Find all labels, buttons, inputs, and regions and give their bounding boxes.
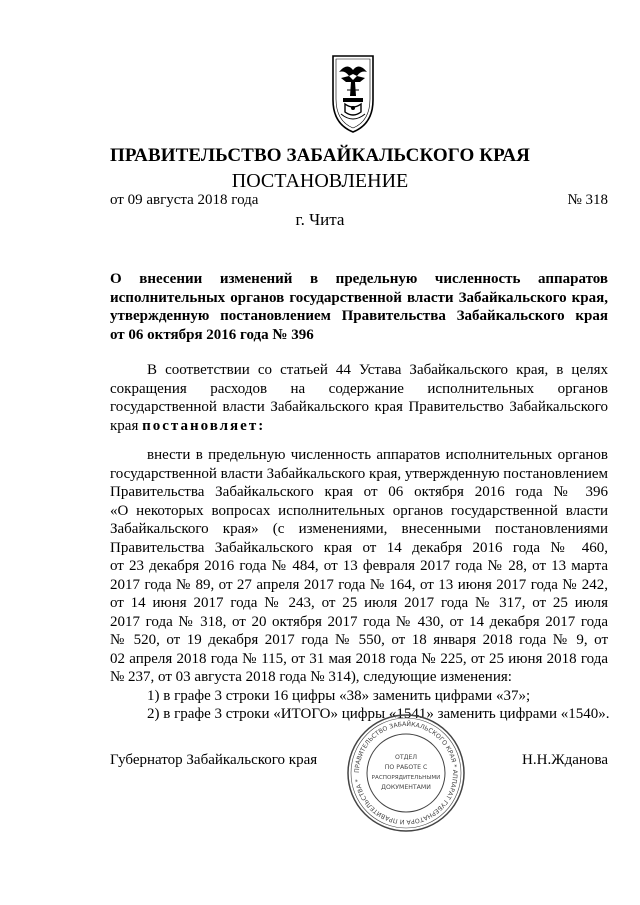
official-stamp (345, 712, 467, 834)
resolution-line: 2017 года № 89, от 27 апреля 2017 года № 164, от 13 июня 2017 года № 242, (110, 576, 608, 593)
preamble-line: государственной власти Забайкальского края Правительство Забайкальского (110, 399, 608, 415)
resolution-line: от 23 декабря 2016 года № 484, от 13 февраля 2017 года № 28, от 13 марта (110, 558, 608, 574)
resolution-line: Забайкальского края» (с изменениями, внесенными постановлениями (110, 521, 608, 537)
change-item-1: 1) в графе 3 строки 16 цифры «38» заменить цифрами «37»; (147, 687, 531, 704)
document-date: от 09 августа 2018 года (110, 192, 259, 208)
signatory-position: Губернатор Забайкальского края (110, 752, 318, 768)
stamp-center-line: ПО РАБОТЕ С (384, 764, 428, 771)
subject-line: утвержденную постановлением Правительства Забайкальского края (110, 308, 608, 324)
organization-title: ПРАВИТЕЛЬСТВО ЗАБАЙКАЛЬСКОГО КРАЯ (109, 145, 530, 166)
document-number: № 318 (567, 192, 608, 208)
resolution-line: государственной власти Забайкальского края, утвержденную постановлением (110, 465, 608, 482)
preamble-line: В соответствии со статьей 44 Устава Забайкальского края, в целях (147, 362, 608, 378)
document-type: ПОСТАНОВЛЕНИЕ (231, 170, 409, 192)
resolution-line: от 14 июня 2017 года № 243, от 25 июля 2017 года № 317, от 25 июля (110, 595, 608, 611)
stamp-center-line: РАСПОРЯДИТЕЛЬНЫМИ (371, 775, 441, 781)
document-subject (110, 270, 608, 344)
resolves-keyword: постановляет: (142, 417, 266, 434)
subject-line: от 06 октября 2016 года № 396 (110, 326, 314, 343)
preamble-line (110, 417, 608, 436)
resolution-line: «О некоторых вопросах исполнительных органов государственной власти (110, 502, 608, 519)
signatory-name: Н.Н.Жданова (522, 752, 608, 768)
resolution-line: № 237, от 03 августа 2018 года № 314), следующие изменения: (110, 669, 512, 685)
coat-of-arms-icon (327, 52, 379, 136)
preamble (110, 361, 608, 435)
stamp-center-line: ОТДЕЛ (394, 754, 418, 761)
resolution-text (110, 446, 608, 724)
subject-line: О внесении изменений в предельную численность аппаратов (110, 271, 608, 287)
resolution-line: внести в предельную численность аппаратов исполнительных органов (147, 447, 608, 463)
change-item-2: 2) в графе 3 строки «ИТОГО» цифры «1541» заменить цифрами «1540». (147, 706, 610, 722)
resolution-line: Правительства Забайкальского края от 06 октября 2016 года № 396 (110, 484, 608, 500)
resolution-line: 02 апреля 2018 года № 115, от 31 мая 2018 года № 225, от 25 июня 2018 года (110, 650, 608, 667)
preamble-line: сокращения расходов на содержание исполнительных органов (110, 380, 608, 397)
stamp-center-line: ДОКУМЕНТАМИ (381, 784, 431, 791)
resolution-line: № 520, от 19 декабря 2017 года № 550, от 18 января 2018 года № 9, от (110, 632, 608, 648)
preamble-word: края (110, 417, 139, 434)
subject-line: исполнительных органов государственной власти Забайкальского края, (110, 289, 608, 306)
stamp-ring-text: ПРАВИТЕЛЬСТВО ЗАБАЙКАЛЬСКОГО КРАЯ * АППАРАТ ГУБЕРНАТОРА И ПРАВИТЕЛЬСТВА * (353, 720, 459, 826)
document-city: г. Чита (295, 210, 345, 229)
resolution-line: Правительства Забайкальского края от 14 декабря 2016 года № 460, (110, 539, 608, 556)
resolution-line: 2017 года № 318, от 20 октября 2017 года № 430, от 14 декабря 2017 года (110, 613, 608, 630)
